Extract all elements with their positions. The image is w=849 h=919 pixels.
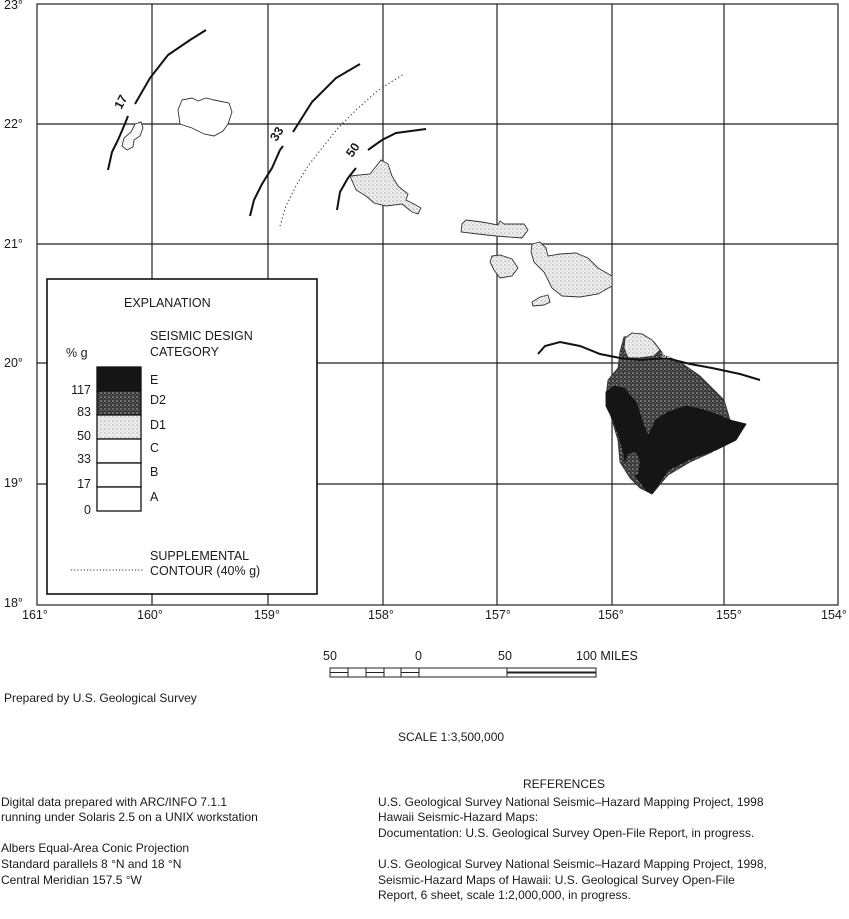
lat-label-21: 21° bbox=[4, 237, 23, 251]
lat-label-23: 23° bbox=[4, 0, 23, 12]
legend-category-d2: D2 bbox=[150, 393, 166, 407]
legend-swatches bbox=[97, 367, 141, 511]
projection-line-1: Albers Equal-Area Conic Projection bbox=[1, 841, 190, 855]
island-molokai bbox=[461, 220, 528, 238]
projection-line-3: Central Meridian 157.5 °W bbox=[1, 873, 142, 887]
scale-label-0: 0 bbox=[415, 649, 422, 663]
contour-50b bbox=[368, 129, 426, 150]
scale-label-100-miles: 100 MILES bbox=[576, 649, 638, 663]
lon-label-159: 159° bbox=[254, 608, 280, 622]
prepared-by: Prepared by U.S. Geological Survey bbox=[4, 691, 197, 705]
lon-label-157: 157° bbox=[485, 608, 511, 622]
lon-label-155: 155° bbox=[716, 608, 742, 622]
lat-label-19: 19° bbox=[4, 476, 23, 490]
contour-33b bbox=[293, 64, 360, 132]
contour-label-50: 50 bbox=[343, 140, 363, 160]
island-maui bbox=[531, 242, 612, 297]
legend-break-33: 33 bbox=[77, 452, 91, 466]
island-kahoolawe bbox=[532, 295, 550, 306]
contour-33 bbox=[250, 146, 283, 216]
scale-label-50-right: 50 bbox=[498, 649, 512, 663]
contour-17b bbox=[135, 30, 206, 104]
lon-label-161: 161° bbox=[22, 608, 48, 622]
legend-break-83: 83 bbox=[77, 405, 91, 419]
island-lanai bbox=[490, 255, 518, 278]
contour-label-33: 33 bbox=[267, 124, 287, 144]
contour-50 bbox=[337, 168, 356, 210]
legend-category-c: C bbox=[150, 441, 160, 455]
island-hawaii-d1 bbox=[624, 333, 660, 358]
reference-1-line-1: U.S. Geological Survey National Seismic–Hazard Mapping Project, 1998 bbox=[378, 795, 764, 809]
scale-label-50-left: 50 bbox=[323, 649, 337, 663]
references-title: REFERENCES bbox=[523, 777, 606, 791]
projection-line-2: Standard parallels 8 °N and 18 °N bbox=[1, 857, 182, 871]
island-kauai bbox=[178, 98, 232, 136]
contour-label-17: 17 bbox=[111, 92, 131, 112]
lat-label-20: 20° bbox=[4, 356, 23, 370]
contour-label-83: 83 bbox=[662, 351, 671, 360]
legend-unit: % g bbox=[66, 346, 88, 360]
lat-label-22: 22° bbox=[4, 117, 23, 131]
digital-data-line-2: running under Solaris 2.5 on a UNIX workstation bbox=[1, 810, 258, 824]
legend-category-e: E bbox=[150, 373, 159, 387]
reference-1-line-2: Hawaii Seismic-Hazard Maps: bbox=[378, 810, 539, 824]
island-oahu bbox=[350, 160, 421, 214]
reference-2-line-1: U.S. Geological Survey National Seismic–Hazard Mapping Project, 1998, bbox=[378, 857, 767, 871]
legend-title: EXPLANATION bbox=[124, 296, 211, 310]
lat-label-18: 18° bbox=[4, 596, 23, 610]
legend-category-a: A bbox=[150, 490, 159, 504]
island-niihau bbox=[122, 122, 143, 150]
legend-heading-2: CATEGORY bbox=[150, 345, 219, 359]
lon-label-154: 154° bbox=[821, 608, 847, 622]
scale-bar bbox=[330, 668, 596, 677]
legend-break-0: 0 bbox=[84, 503, 91, 517]
legend-category-b: B bbox=[150, 465, 159, 479]
legend-break-17: 17 bbox=[77, 477, 91, 491]
legend-break-117: 117 bbox=[71, 383, 91, 397]
legend-category-d1: D1 bbox=[150, 418, 166, 432]
reference-1-line-3: Documentation: U.S. Geological Survey Open-File Report, in progress. bbox=[378, 826, 755, 840]
reference-2-line-2: Seismic-Hazard Maps of Hawaii: U.S. Geological Survey Open-File bbox=[378, 873, 735, 887]
legend-supplemental-1: SUPPLEMENTAL bbox=[150, 549, 250, 563]
lon-label-156: 156° bbox=[598, 608, 624, 622]
legend-break-50: 50 bbox=[77, 429, 91, 443]
legend-heading-1: SEISMIC DESIGN bbox=[150, 329, 253, 343]
digital-data-line-1: Digital data prepared with ARC/INFO 7.1.1 bbox=[1, 795, 228, 809]
lon-label-160: 160° bbox=[137, 608, 163, 622]
reference-2-line-3: Report, 6 sheet, scale 1:2,000,000, in progress. bbox=[378, 888, 631, 902]
legend-supplemental-2: CONTOUR (40% g) bbox=[150, 564, 261, 578]
lon-label-158: 158° bbox=[368, 608, 394, 622]
scale-statement: SCALE 1:3,500,000 bbox=[398, 730, 505, 744]
